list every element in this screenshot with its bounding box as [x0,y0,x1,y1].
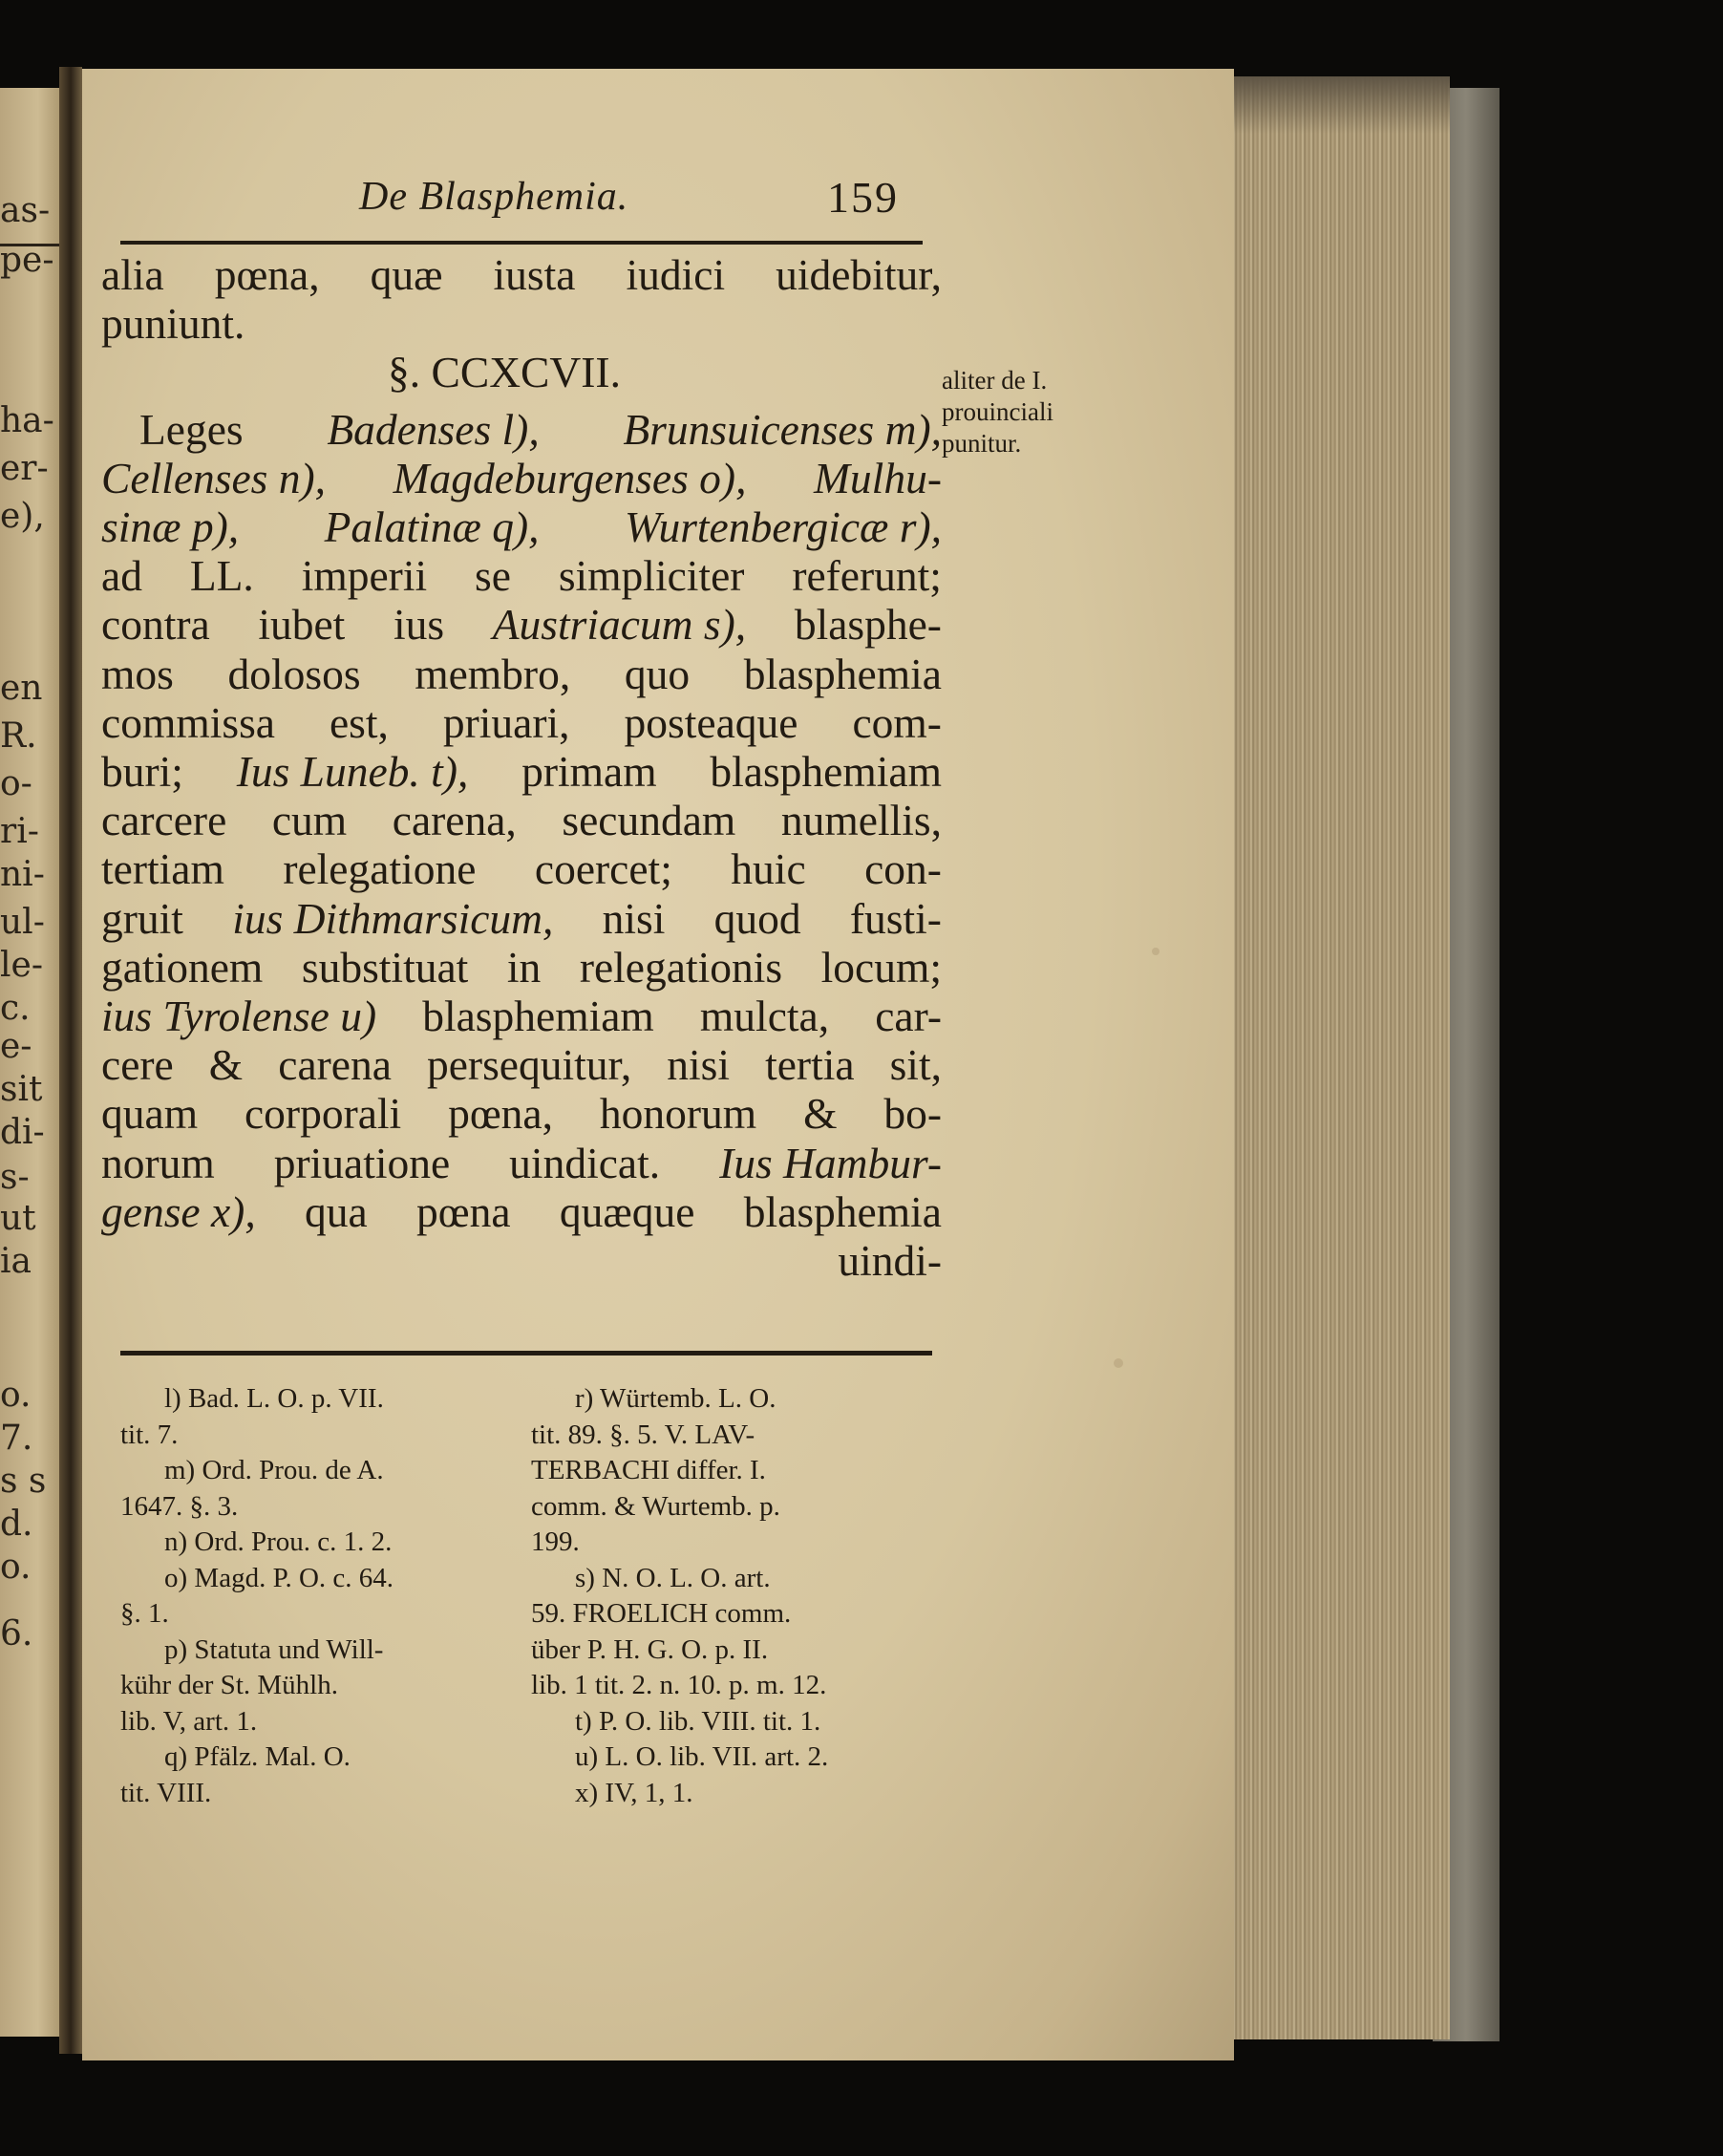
word: dolosos [227,649,361,698]
left-page-fragment: c. [0,989,31,1028]
left-page-fragment: o. [0,1376,32,1415]
marginal-note-line: prouinciali [942,397,1053,426]
left-page-fragment: s- [0,1158,30,1197]
word: tertia [765,1040,855,1090]
word: gense x), [101,1186,256,1236]
left-page-fragment: d. [0,1505,33,1544]
footnote-line: t) P. O. lib. VIII. tit. 1. [575,1705,821,1737]
left-page-fragment: er- [0,449,49,488]
text-line [101,502,942,552]
word: secundam [562,796,736,845]
footnote-line: u) L. O. lib. VII. art. 2. [575,1741,829,1772]
text-line [139,405,942,455]
word: carena, [392,796,517,845]
footnote-line: TERBACHI differ. I. [531,1455,766,1485]
word: iusta [493,250,576,299]
page-fore-edge [1221,76,1450,2039]
word: carena [278,1040,392,1090]
text-line [101,650,942,699]
footnote-line: tit. VIII. [120,1777,212,1808]
word: est, [329,697,389,747]
left-page-fragment: sit [0,1070,43,1109]
word: tertiam [101,844,224,894]
book-page [82,69,1234,2060]
word: honorum [599,1089,757,1139]
word: §. CCXCVII. [388,348,621,397]
footnote-line: q) Pfälz. Mal. O. [164,1741,351,1772]
word: sit, [889,1040,942,1090]
word: blasphemia [743,649,942,698]
left-page-fragment: s s [0,1462,47,1501]
footnote-line: kühr der St. Mühlh. [120,1670,338,1700]
text-line [101,698,942,748]
word: ius Dithmarsicum, [232,893,554,943]
left-page-fragment: pe- [0,241,54,280]
left-page-fragment: en [0,669,43,708]
marginal-note-line: aliter de I. [942,366,1048,395]
text-line [101,250,942,300]
footnote-line: r) Würtemb. L. O. [575,1383,776,1414]
word: quo [624,649,691,698]
left-page-fragment: e- [0,1027,32,1066]
left-page-fragment: ri- [0,812,39,851]
footnote-line: o) Magd. P. O. c. 64. [164,1562,394,1593]
word: blasphemiam [422,992,654,1040]
word: priuari, [442,697,570,747]
left-page-fragment: e), [0,497,45,536]
word: huic [731,844,806,894]
paper-stain [1152,948,1159,955]
word: cum [271,796,348,845]
word: imperii [301,551,428,601]
word: uidebitur, [776,250,942,299]
word: persequitur, [426,1040,632,1090]
book-gutter [59,67,82,2054]
word: posteaque [624,697,798,747]
word: Palatinæ q), [324,502,540,551]
text-line [101,1236,942,1286]
paper-stain [1114,1358,1123,1368]
word: ius Tyrolense u) [101,992,377,1040]
footnote-line: 59. FROELICH comm. [531,1598,792,1629]
word: blasphemia [743,1186,942,1236]
left-page-fragment: o- [0,764,32,803]
word: con- [864,844,942,894]
word: qua [305,1186,368,1236]
text-line [388,348,621,397]
word: Magdeburgenses o), [393,453,747,502]
word: quam [101,1089,199,1139]
left-page-fragment: R. [0,716,37,756]
text-line [101,1089,942,1139]
word: locum; [820,942,942,992]
left-page-fragment: ia [0,1242,32,1281]
word: com- [852,697,942,747]
word: coercet; [534,844,672,894]
footnote-line: m) Ord. Prou. de A. [164,1455,384,1485]
word: gationem [101,942,264,992]
footnote-line: 1647. §. 3. [120,1490,239,1522]
marginal-note [942,365,1053,459]
word: & [208,1040,244,1090]
footnote-line: lib. 1 tit. 2. n. 10. p. m. 12. [531,1670,827,1700]
text-line [101,299,245,349]
text-line [101,844,942,894]
footnote-line: comm. & Wurtemb. p. [531,1490,780,1522]
text-line [101,992,942,1041]
left-page-fragment: ul- [0,903,45,942]
footnote-line: l) Bad. L. O. p. VII. [164,1383,384,1414]
word: pœna, [448,1089,554,1139]
word: nisi [602,893,666,943]
left-page-fragment: 7. [0,1419,33,1458]
word: puniunt. [101,299,245,349]
word: ad [101,551,142,601]
word: referunt; [792,551,942,601]
word: Leges [139,404,244,454]
word: alia [101,250,164,299]
word: fusti- [849,893,942,943]
word: quæque [559,1186,695,1236]
left-page-fragment: ha- [0,401,54,440]
word: membro, [415,649,571,698]
text-line [101,454,942,503]
word: pœna [416,1186,511,1236]
text-line [101,894,942,944]
word: sinæ p), [101,502,240,551]
fore-edge-shadow [1221,76,1450,134]
footnote-rule [120,1351,932,1356]
word: LL. [189,551,254,601]
word: se [475,551,511,601]
word: ius [393,600,445,650]
footnote-line: n) Ord. Prou. c. 1. 2. [164,1526,393,1557]
left-page-fragment: o. [0,1548,32,1587]
word: in [506,942,542,992]
left-page-fragment: ut [0,1199,36,1238]
word: gruit [101,893,183,943]
word: primam [521,747,657,796]
word: Austriacum s), [492,600,747,650]
word: quæ [370,250,443,299]
footnote-line: tit. 89. §. 5. V. LAV- [531,1419,755,1450]
text-line [101,551,942,601]
word: numellis, [780,796,942,845]
word: priuatione [273,1138,451,1187]
word: relegationis [579,942,783,992]
word: Ius Hambur- [719,1138,942,1187]
word: Cellenses n), [101,453,327,502]
word: car- [875,992,942,1040]
word: buri; [101,747,183,796]
word: nisi [667,1040,731,1090]
footnote-line: x) IV, 1, 1. [575,1777,693,1808]
marginal-note-line: punitur. [942,429,1022,458]
word: norum [101,1138,215,1187]
word: Brunsuicenses m), [623,404,942,454]
word: pœna, [214,250,320,299]
word: Badenses l), [327,404,540,454]
word: bo- [883,1089,942,1139]
word: Ius Luneb. t), [236,747,469,796]
left-page-fragment: di- [0,1113,45,1152]
word: mulcta, [699,992,830,1040]
footnote-line: tit. 7. [120,1419,179,1450]
word: substituat [301,942,469,992]
left-page-fragment: le- [0,946,43,985]
text-line [101,1187,942,1237]
running-head: De Blasphemia. [359,175,629,219]
word: uindi- [838,1236,942,1285]
word: corporali [244,1089,402,1139]
text-line [101,600,942,650]
text-line [101,796,942,845]
word: Wurtenbergicæ r), [625,502,942,551]
text-line [101,1139,942,1188]
word: carcere [101,796,227,845]
footnote-line: s) N. O. L. O. art. [575,1562,771,1593]
word: simpliciter [558,551,745,601]
footnote-line: 199. [531,1526,580,1557]
word: blasphe- [794,600,942,650]
word: quod [713,893,801,943]
word: blasphemiam [710,747,942,796]
left-facing-page [0,88,63,2037]
text-line [101,747,942,797]
word: relegatione [283,844,477,894]
footnote-line: lib. V, art. 1. [120,1705,258,1737]
word: mos [101,649,174,698]
left-page-fragment: ni- [0,855,45,894]
word: contra [101,600,210,650]
text-line [101,943,942,993]
word: & [803,1089,838,1139]
footnote-line: §. 1. [120,1598,169,1629]
footnote-line: über P. H. G. O. p. II. [531,1633,769,1665]
page-number: 159 [827,173,899,222]
word: cere [101,1040,174,1090]
word: Mulhu- [814,453,942,502]
header-rule [120,241,923,245]
footnote-line: p) Statuta und Will- [164,1633,384,1665]
text-line [101,1040,942,1090]
word: iubet [258,600,346,650]
word: uindicat. [509,1138,661,1187]
word: commissa [101,697,275,747]
left-page-fragment: 6. [0,1614,33,1654]
word: iudici [626,250,726,299]
left-page-fragment: as- [0,191,51,230]
